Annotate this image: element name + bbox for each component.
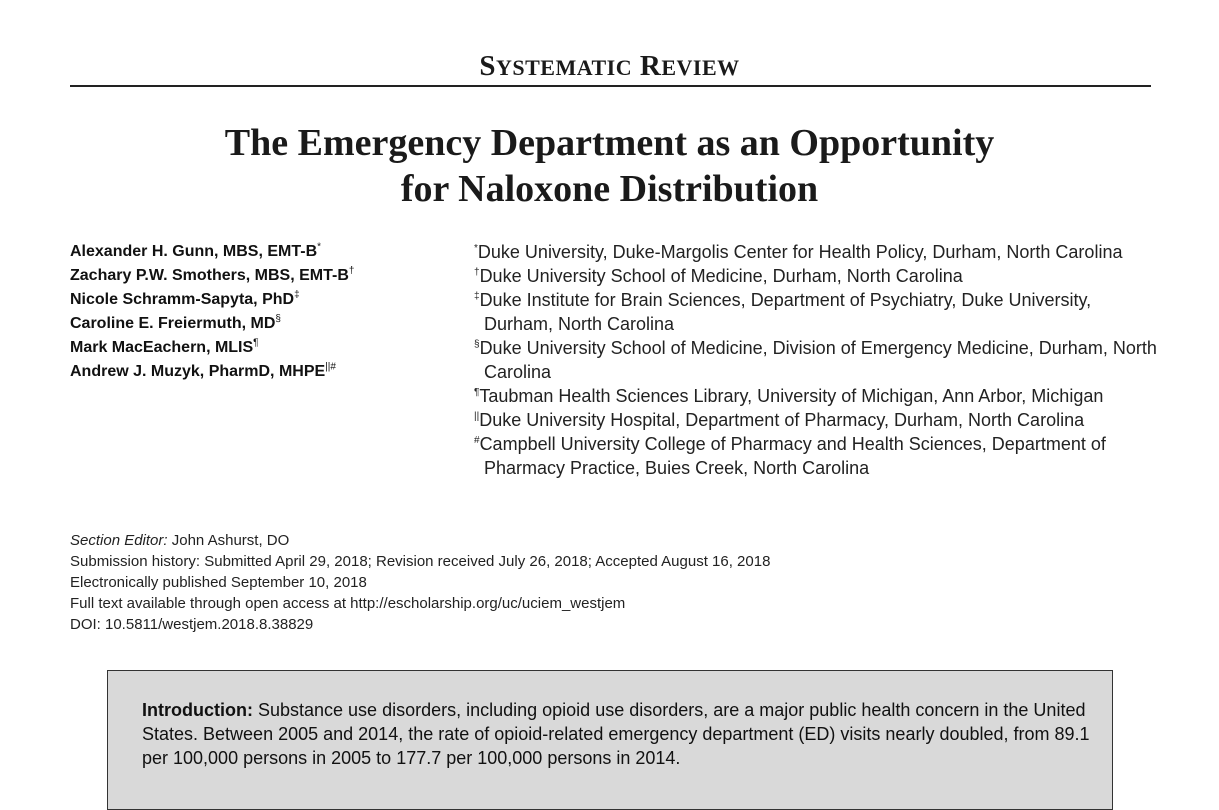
author: Alexander H. Gunn, MBS, EMT-B* — [70, 241, 322, 260]
author: Nicole Schramm-Sapyta, PhD‡ — [70, 289, 300, 308]
abstract-introduction: Introduction: Substance use disorders, including opioid use disorders, are a major public health concern in the United States. Between 2005 and 2014, the rate of opioid-related emergency department (ED) visits nearly doubled, from 89.1 per 100,000 persons in 2005 to 177.7 per 100,000 persons in 2014. — [142, 700, 1090, 768]
abstract-box — [107, 670, 1113, 810]
affiliation: #Campbell University College of Pharmacy and Health Sciences, Department of Pharmacy Practice, Buies Creek, North Carolina — [474, 434, 1106, 478]
author: Andrew J. Muzyk, PharmD, MHPE||# — [70, 361, 336, 380]
section-label-rest-2: EVIEW — [661, 55, 740, 80]
section-label — [0, 50, 1219, 83]
title-line-1: The Emergency Department as an Opportunity — [224, 122, 995, 164]
section-editor: Section Editor: John Ashurst, DO — [70, 532, 290, 549]
title-line-2: for Naloxone Distribution — [400, 168, 819, 210]
affiliation: ¶Taubman Health Sciences Library, University of Michigan, Ann Arbor, Michigan — [474, 386, 1104, 406]
affiliation: *Duke University, Duke-Margolis Center for Health Policy, Durham, North Carolina — [474, 242, 1123, 262]
section-label-rest-1: YSTEMATIC — [496, 55, 633, 80]
open-access-link[interactable]: Full text available through open access at http://escholarship.org/uc/uciem_westjem — [70, 595, 626, 612]
published-date: Electronically published September 10, 2018 — [70, 574, 367, 591]
article-title — [0, 120, 1219, 212]
section-label-cap-1: S — [479, 50, 496, 82]
doi: DOI: 10.5811/westjem.2018.8.38829 — [70, 616, 314, 633]
affiliation: ||Duke University Hospital, Department of Pharmacy, Durham, North Carolina — [474, 410, 1085, 430]
author: Zachary P.W. Smothers, MBS, EMT-B† — [70, 265, 355, 284]
publication-meta — [70, 530, 1070, 635]
author: Caroline E. Freiermuth, MD§ — [70, 313, 281, 332]
affiliation: ‡Duke Institute for Brain Sciences, Department of Psychiatry, Duke University, Durham, North Carolina — [474, 290, 1092, 334]
affiliation-list — [474, 240, 1164, 480]
section-label-cap-2: R — [639, 50, 662, 82]
header-rule — [70, 85, 1151, 87]
affiliation: §Duke University School of Medicine, Division of Emergency Medicine, Durham, North Carolina — [474, 338, 1157, 382]
affiliation: †Duke University School of Medicine, Durham, North Carolina — [474, 266, 963, 286]
author: Mark MacEachern, MLIS¶ — [70, 337, 259, 356]
author-list — [70, 240, 460, 384]
submission-history: Submission history: Submitted April 29, 2018; Revision received July 26, 2018; Accepted August 16, 2018 — [70, 553, 771, 570]
